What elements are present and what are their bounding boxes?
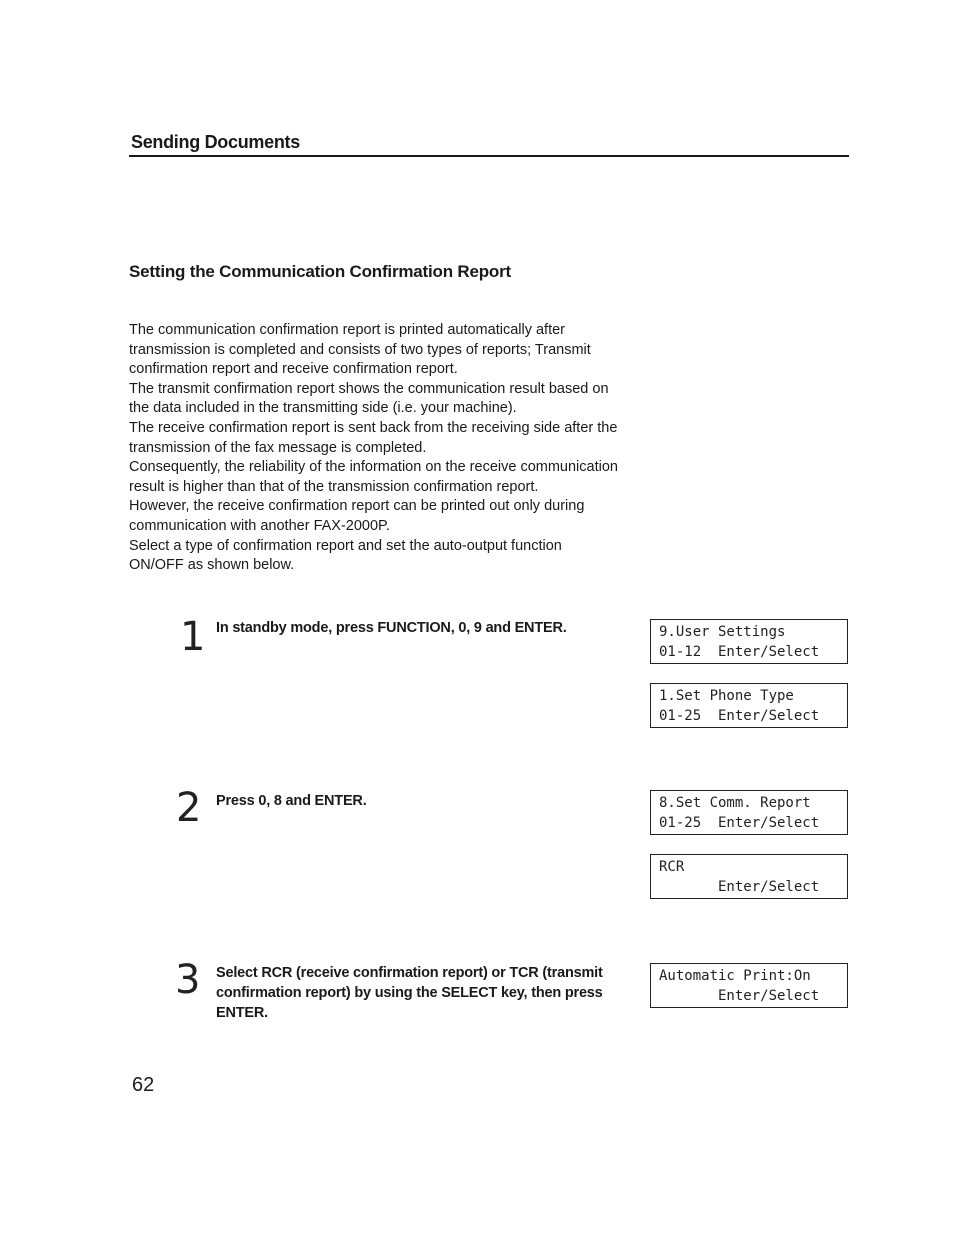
intro-paragraph: The transmit confirmation report shows the communication result based on the data included in the transmitting side (i.e. your machine).: [129, 380, 609, 417]
step-3-number: 3: [175, 957, 201, 1003]
lcd-line: 01-25 Enter/Select: [659, 708, 820, 724]
page-number: 62: [132, 1074, 155, 1096]
lcd-line: 01-12 Enter/Select: [659, 644, 820, 660]
lcd-line: 01-25 Enter/Select: [659, 815, 820, 831]
intro-text: [129, 321, 619, 576]
section-divider: [129, 155, 849, 157]
step-2-number: 2: [176, 785, 202, 831]
step-1-number: 1: [180, 614, 206, 660]
step-2-text: Press 0, 8 and ENTER.: [216, 793, 367, 809]
section-title: Sending Documents: [131, 132, 300, 152]
lcd-line: 1.Set Phone Type: [659, 688, 794, 704]
lcd-line: Enter/Select: [659, 879, 820, 895]
intro-paragraph: Select a type of confirmation report and set the auto-output function ON/OFF as shown below.: [129, 537, 562, 574]
step-3-text: Select RCR (receive confirmation report) or TCR (transmit confirmation report) by using the SELECT key, then press ENTER.: [216, 965, 603, 1021]
lcd-line: 9.User Settings: [659, 624, 786, 640]
intro-paragraph: The communication confirmation report is printed automatically after transmission is completed and consists of two types of reports; Transmit confirmation report and receive confirmation report.: [129, 322, 591, 378]
lcd-line: Enter/Select: [659, 988, 820, 1004]
lcd-line: RCR: [659, 859, 685, 875]
page-heading: Setting the Communication Confirmation Report: [129, 262, 511, 281]
lcd-display-rcr: [650, 854, 848, 899]
lcd-display-comm-report: [650, 790, 848, 835]
lcd-display-automatic-print: [650, 963, 848, 1008]
intro-paragraph: Consequently, the reliability of the information on the receive communication result is higher than that of the transmission confirmation report.: [129, 459, 618, 495]
intro-paragraph: However, the receive confirmation report can be printed out only during communication with another FAX-2000P.: [129, 498, 585, 534]
lcd-display-user-settings: [650, 619, 848, 664]
lcd-line: 8.Set Comm. Report: [659, 795, 811, 811]
step-1-text: In standby mode, press FUNCTION, 0, 9 and ENTER.: [216, 620, 567, 636]
lcd-line: Automatic Print:On: [659, 968, 811, 984]
intro-paragraph: The receive confirmation report is sent back from the receiving side after the transmission of the fax message is completed.: [129, 419, 618, 456]
lcd-display-phone-type: [650, 683, 848, 728]
